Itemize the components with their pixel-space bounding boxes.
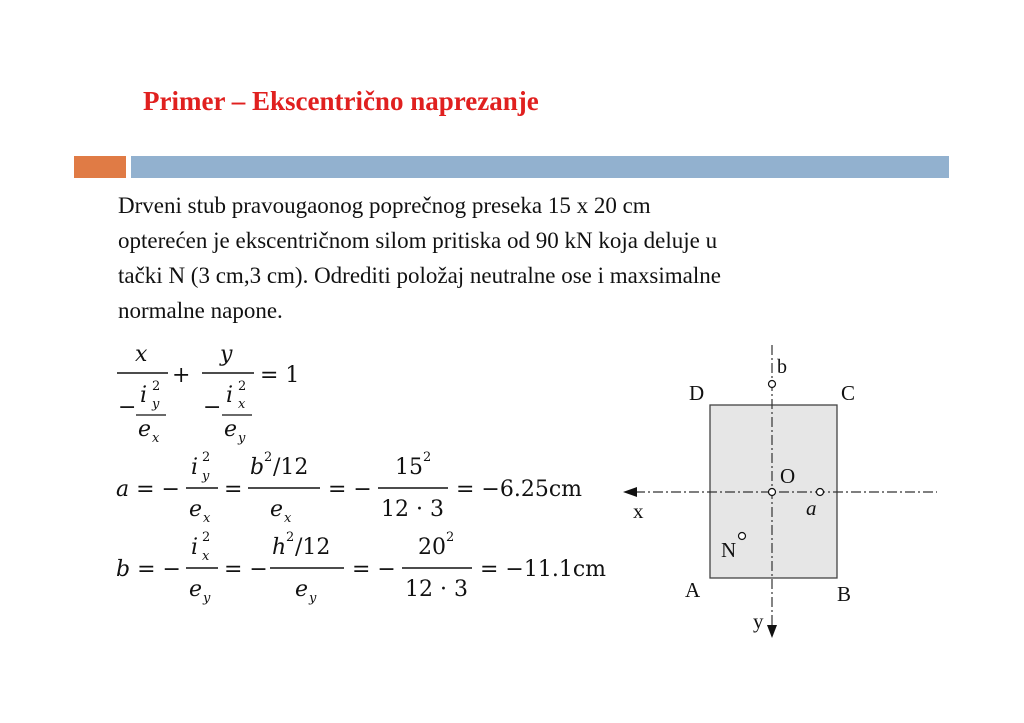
f2-eq: =	[224, 477, 243, 502]
f3-ey-2: e	[295, 577, 309, 602]
label-corner-c: C	[841, 381, 856, 405]
label-n: N	[721, 538, 737, 562]
problem-line: Drveni stub pravougaonog poprečnog preseka 15 x 20 cm	[118, 193, 651, 218]
point-b-marker	[769, 381, 776, 388]
f1-y: y	[220, 342, 233, 367]
f2-over12: /12	[273, 455, 309, 480]
f3-ix: i	[191, 535, 199, 560]
f1-ex-sub: x	[152, 431, 160, 446]
y-arrow-icon	[767, 625, 777, 638]
f2-den: 12 · 3	[381, 497, 444, 522]
f2-result: = −6.25cm	[456, 477, 583, 502]
f1-equals-one: = 1	[260, 363, 300, 388]
f1-iy: i	[140, 383, 148, 408]
point-n-marker	[739, 533, 746, 540]
point-a-marker	[817, 489, 824, 496]
f2-eq-minus: = −	[328, 477, 372, 502]
label-corner-b: B	[837, 582, 852, 606]
f2-lhs: a = −	[116, 477, 180, 502]
label-y: y	[753, 609, 764, 633]
f3-lhs: b = −	[116, 557, 181, 582]
label-x: x	[633, 499, 644, 523]
f3-eq-minus-2: = −	[352, 557, 396, 582]
f3-ix-sup: 2	[202, 530, 211, 545]
f2-iy: i	[191, 455, 199, 480]
f1-ey: e	[224, 417, 238, 442]
label-b: b	[777, 356, 787, 378]
f3-result: = −11.1cm	[480, 557, 607, 582]
f2-ex-sub-2: x	[284, 511, 292, 526]
problem-line: normalne napone.	[118, 298, 283, 323]
origin-marker	[769, 489, 776, 496]
label-corner-a: A	[685, 578, 701, 602]
f3-num: 20	[418, 535, 446, 560]
slide-title: Primer – Ekscentrično naprezanje	[143, 86, 539, 116]
f2-ex: e	[189, 497, 203, 522]
f2-iy-sup: 2	[202, 450, 211, 465]
label-a: a	[806, 496, 817, 520]
f1-minus: −	[118, 395, 137, 420]
f3-ey: e	[189, 577, 203, 602]
f3-h: h	[272, 535, 287, 560]
f3-h-sup: 2	[286, 530, 295, 545]
f1-ix: i	[226, 383, 234, 408]
f3-eq-minus-1: = −	[224, 557, 268, 582]
f1-minus-2: −	[203, 395, 222, 420]
f3-num-sup: 2	[446, 530, 455, 545]
f1-iy-sup: 2	[152, 379, 161, 394]
f2-iy-sub: y	[202, 469, 210, 484]
f3-ix-sub: x	[202, 549, 210, 564]
f2-num-sup: 2	[423, 450, 432, 465]
problem-line: tački N (3 cm,3 cm). Odrediti položaj neutralne ose i maxsimalne	[118, 263, 721, 288]
f1-iy-sub: y	[152, 397, 160, 412]
f2-ex-sub: x	[203, 511, 211, 526]
f3-den: 12 · 3	[405, 577, 468, 602]
f1-ix-sub: x	[238, 397, 246, 412]
f2-ex-2: e	[270, 497, 284, 522]
formula-neutral-axis	[117, 342, 299, 446]
f3-over12: /12	[295, 535, 331, 560]
f1-ey-sub: y	[238, 431, 246, 446]
f1-ix-sup: 2	[238, 379, 247, 394]
f1-ex: e	[138, 417, 152, 442]
formula-b	[116, 530, 606, 606]
f3-ey-sub: y	[203, 591, 211, 606]
f1-x: x	[135, 342, 148, 367]
x-arrow-icon	[623, 487, 637, 497]
problem-line: opterećen je ekscentričnom silom pritiska od 90 kN koja deluje u	[118, 228, 718, 253]
f2-b: b	[250, 455, 265, 480]
f1-plus: +	[172, 363, 191, 388]
cross-section-diagram	[615, 340, 945, 645]
formula-a	[116, 450, 582, 526]
label-origin: O	[780, 464, 796, 488]
label-corner-d: D	[689, 381, 705, 405]
f3-ey-sub-2: y	[309, 591, 317, 606]
f2-num: 15	[395, 455, 423, 480]
f2-b-sup: 2	[264, 450, 273, 465]
